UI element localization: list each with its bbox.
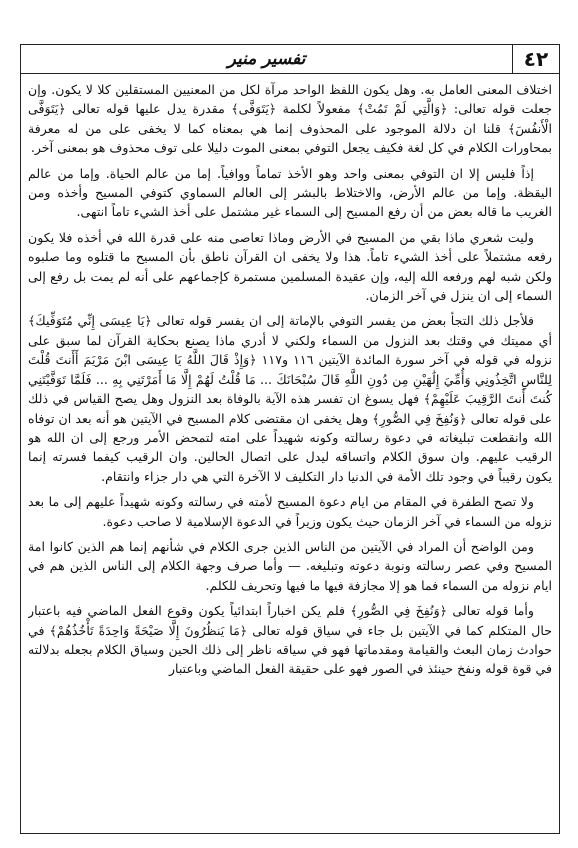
paragraph-4: فلأجل ذلك التجأ بعض من يفسر التوفي بالإماتة إلى ان يفسر قوله تعالى ﴿يَا عِيسَى إِنِّي مُتَوَفِّيكَ﴾ أي مميتك في وقتك بعد النزول من السماء ولكني لا أدري ماذا يصنع بحكاية القرآن لما سبق على نزوله في قوله في آخر سورة المائدة الآيتين ١١٦ و١١٧ ﴿وَإِذْ قَالَ اللَّهُ يَا عِيسَى ابْنَ مَرْيَمَ أَأَنتَ قُلْتَ لِلنَّاسِ اتَّخِذُونِي وَأُمِّيَ إِلَٰهَيْنِ مِن دُونِ اللَّهِ قَالَ سُبْحَانَكَ ... مَا قُلْتُ لَهُمْ إِلَّا مَا أَمَرْتَنِي بِهِ ... فَلَمَّا تَوَفَّيْتَنِي كُنتَ أَنتَ الرَّقِيبَ عَلَيْهِمْ﴾ فهل يسوغ ان تفسر هذه الآية بالوفاة بعد النزول وهل يصح القياس في ذلك على قوله تعالى ﴿وَنُفِخَ فِي الصُّورِ﴾ وهل يخفى ان مقتضى كلام المسيح في الآيتين هو أنه بعد ان توفاه الله وانقطعت تبليغاته في دعوة رسالته وكونه شهيداً على امته لتمحض الأمر ورجع إلى ان الله هو الرقيب عليهم. وان سوق الكلام واتساقه ليدل على اتصال الحالين. وان الرقيب كيفما فسرته إنما يكون رقيباً في وجود تلك الأمة في الدنيا دار التكليف لا الآخرة التي هي دار جزاء وانتقام.: [28, 313, 552, 484]
page-number: ٤٢: [512, 45, 559, 73]
paragraph-1: اختلاف المعنى العامل به. وهل يكون اللفظ الواحد مرآة لكل من المعنيين المستقلين كلا لا يكون. وإن جعلت قوله تعالى: ﴿وَالَّتِي لَمْ تَمُتْ﴾ مفعولاً لكلمة ﴿يَتَوَفَّى﴾ مقدرة يدل عليها قوله تعالى ﴿يَتَوَفَّى الْأَنفُسَ﴾ قلنا ان دلالة الموجود على المحذوف إنما هي بمعناه كما لا يخفى على من له معرفة بمحاورات الكلام في كل لغة فكيف يجعل التوفي بمعنى الموت دليلا على توف محذوف هو بمعنى آخر.: [28, 82, 552, 156]
paragraph-5: ولا تصح الطفرة في المقام من ايام دعوة المسيح لأمته في رسالته وكونه شهيداً عليهم إلى ما بعد نزوله من السماء في آخر الزمان حيث يكون وزيراً في الدعوة الإسلامية لا صاحب دعوة.: [28, 494, 552, 529]
running-title: تفسير منير: [227, 49, 306, 69]
paragraph-2: إذاً فليس إلا ان التوفي بمعنى واحد وهو الأخذ تماماً ووافياً. إما من عالم الحياة. وإما من عالم اليقظة. وإما من عالم الأرض، والاختلاط بالبشر إلى العالم السماوي كتوفي المسيح وأخذه ومن الغريب ما قاله بعض من أن رفع المسيح إلى السماء غير مشتمل على أخذ الشيء تاماً انتهى.: [28, 165, 552, 220]
paragraph-7: وأما قوله تعالى ﴿وَنُفِخَ فِي الصُّورِ﴾ فلم يكن اخباراً ابتدائياً يكون وقوع الفعل الماضي فيه باعتبار حال المتكلم كما في الآيتين بل جاء في سياق قوله تعالى ﴿مَا يَنظُرُونَ إِلَّا صَيْحَةً وَاحِدَةً تَأْخُذُهُمْ﴾ في حوادث زمان البعث والقيامة ومقدماتها فهو في سياقه ناظر إلى ذلك الحين وسياق الكلام بجعله بدلالته في قوة قوله ونفخ حينئذ في الصور فهو على حقيقة الفعل الماضي وباعتبار: [28, 603, 552, 677]
body-text: [28, 80, 552, 825]
paragraph-6: ومن الواضح أن المراد في الآيتين من الناس الذين جرى الكلام في شأنهم إنما هم الذين كانوا امة المسيح وفي عصر رسالته ونوبة دعوته وتبليغه. — وأما صرف وجهة الكلام إلى الناس الذين هم في ايام نزوله من السماء فما هو إلا مجازفة فيها ما فيها وتحريف للكلم.: [28, 538, 552, 593]
paragraph-3: وليت شعري ماذا بقي من المسيح في الأرض وماذا تعاصى منه على قدرة الله في أخذه فلا يكون رفعه مشتملاً على أخذ الشيء تاماً. هذا ولا يخفى ان القرآن ناطق بأن المسيح ما قتلوه وما صلبوه ولكن شبه لهم ورفعه الله إليه، وإن عقيدة المسلمين مستمرة كإجماعهم على أنه لم يمت بل رفع إلى السماء إلى ان ينزل في آخر الزمان.: [28, 229, 552, 304]
